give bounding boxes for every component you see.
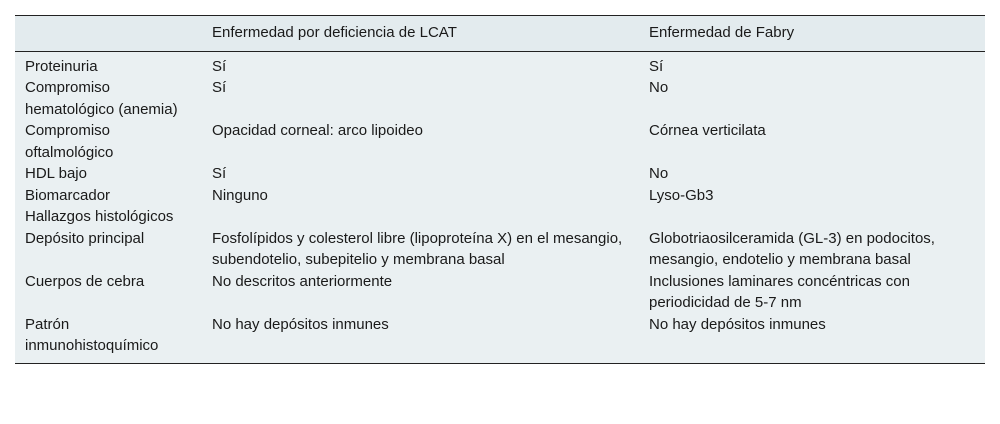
row-label: Compromiso oftalmológico <box>25 122 114 161</box>
lcat-cell: Fosfolípidos y colesterol libre (lipoproteína X) en el mesangio, subendotelio, subepitelio y membrana basal <box>212 229 623 268</box>
fabry-cell <box>639 206 985 228</box>
row-label: Biomarcador <box>25 186 111 204</box>
table-row <box>15 314 985 364</box>
lcat-cell: No descritos anteriormente <box>212 272 393 290</box>
table-row <box>15 206 985 228</box>
lcat-cell: Opacidad corneal: arco lipoideo <box>212 122 423 139</box>
table-row <box>15 228 985 271</box>
fabry-cell: Lyso-Gb3 <box>649 186 714 204</box>
row-label: HDL bajo <box>25 165 87 182</box>
fabry-cell: Globotriaosilceramida (GL-3) en podocitos, mesangio, endotelio y membrana basal <box>649 229 935 268</box>
table-header <box>15 16 985 52</box>
table-row <box>15 185 985 207</box>
header-lcat: Enfermedad por deficiencia de LCAT <box>212 24 457 41</box>
table-row <box>15 163 985 185</box>
lcat-cell: Sí <box>212 165 227 182</box>
table-body <box>15 51 985 363</box>
lcat-cell <box>202 206 639 228</box>
comparison-table <box>15 15 985 364</box>
row-label: Patrón inmunohistoquímico <box>25 315 159 354</box>
section-label: Hallazgos histológicos <box>25 208 174 225</box>
lcat-cell: Sí <box>212 79 227 96</box>
fabry-cell: Córnea verticilata <box>649 122 766 139</box>
lcat-cell: No hay depósitos inmunes <box>212 315 389 333</box>
fabry-cell: No hay depósitos inmunes <box>649 315 826 333</box>
table-row <box>15 120 985 163</box>
row-label: Cuerpos de cebra <box>25 272 145 290</box>
lcat-cell: Ninguno <box>212 186 268 204</box>
row-label: Proteinuria <box>25 57 98 75</box>
fabry-cell: Sí <box>649 57 664 75</box>
row-label: Depósito principal <box>25 229 145 247</box>
table-row <box>15 51 985 77</box>
row-label: Compromiso hematológico (anemia) <box>25 79 178 118</box>
header-row <box>15 16 985 52</box>
fabry-cell: No <box>649 165 669 182</box>
fabry-cell: No <box>649 79 669 96</box>
header-fabry: Enfermedad de Fabry <box>649 24 795 41</box>
comparison-table-container <box>15 15 985 364</box>
header-empty-cell <box>15 16 202 52</box>
table-row <box>15 271 985 314</box>
table-row <box>15 77 985 120</box>
lcat-cell: Sí <box>212 57 227 75</box>
fabry-cell: Inclusiones laminares concéntricas con periodicidad de 5-7 nm <box>649 272 910 311</box>
